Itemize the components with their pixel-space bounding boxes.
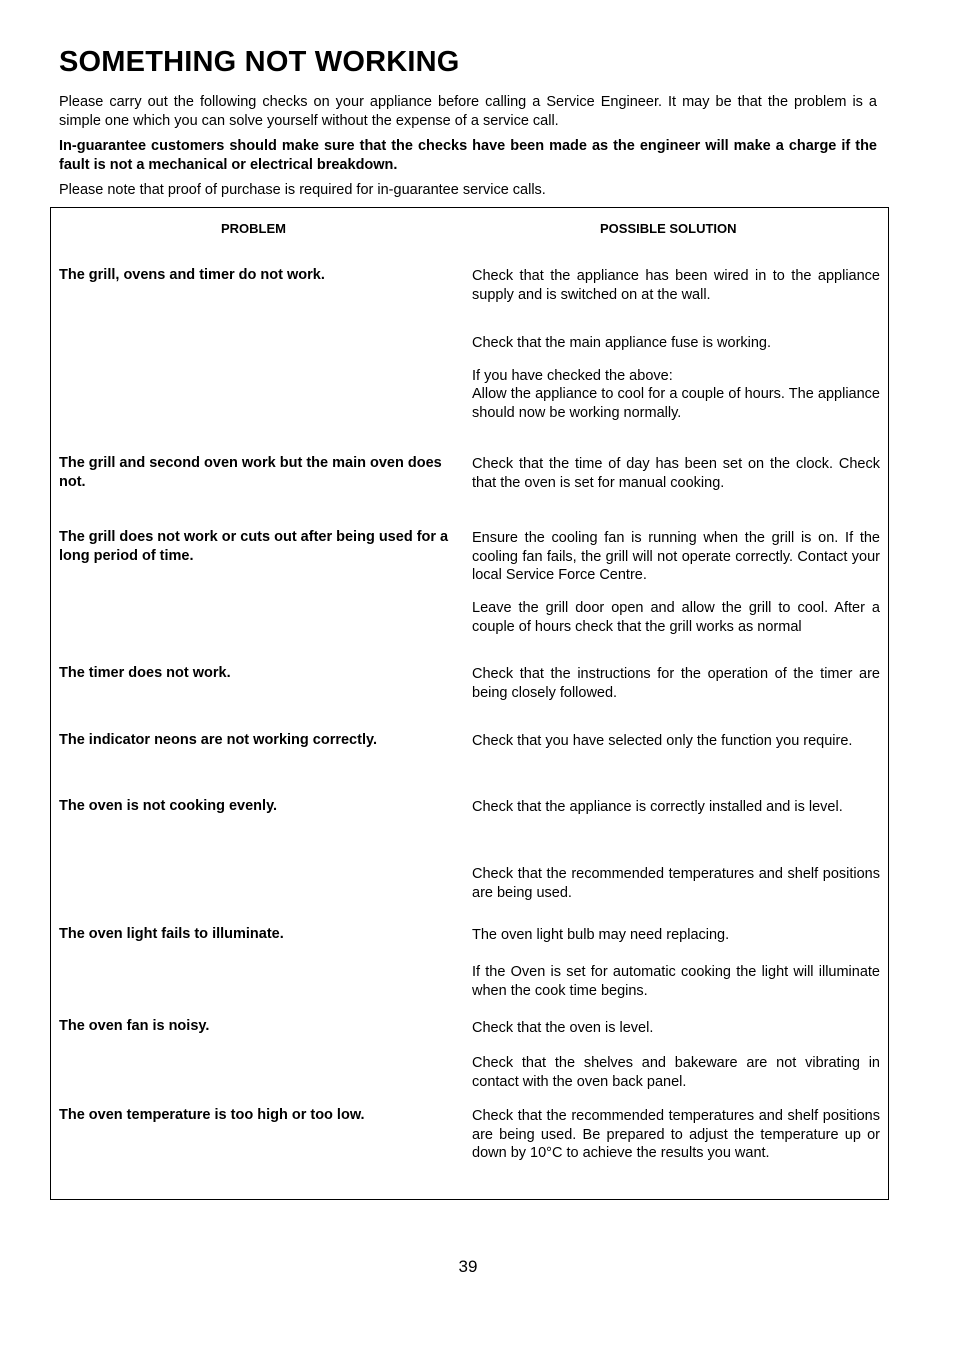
troubleshooting-table: [50, 207, 889, 1200]
solution-item: Allow the appliance to cool for a couple of hours. The appliance should now be working normally.: [472, 386, 880, 421]
problem-item: The timer does not work.: [59, 665, 231, 681]
problem-item: The grill and second oven work but the main oven does not.: [59, 455, 442, 490]
solution-item: If the Oven is set for automatic cooking the light will illuminate when the cook time begins.: [472, 964, 880, 999]
page-number: 39: [458, 1257, 478, 1276]
solution-item: Check that the appliance has been wired in to the appliance supply and is switched on at the wall.: [472, 268, 880, 303]
intro-paragraph: Please carry out the following checks on your appliance before calling a Service Engineer. It may be that the problem is a simple one which you can solve yourself without the expense of a service call.: [59, 94, 877, 129]
solution-item: Leave the grill door open and allow the grill to cool. After a couple of hours check that the grill works as normal: [472, 600, 880, 635]
solution-column-header: POSSIBLE SOLUTION: [600, 221, 737, 236]
solution-item: Check that the instructions for the operation of the timer are being closely followed.: [472, 666, 880, 701]
solution-item: Check that the appliance is correctly installed and is level.: [472, 799, 843, 815]
solution-item: If you have checked the above:: [472, 368, 673, 384]
problem-item: The oven temperature is too high or too low.: [59, 1107, 365, 1123]
solution-item: Check that the main appliance fuse is working.: [472, 335, 772, 351]
problem-item: The indicator neons are not working correctly.: [59, 732, 377, 748]
solution-item: Ensure the cooling fan is running when the grill is on. If the cooling fan fails, the grill will not operate correctly. Contact your local Service Force Centre.: [472, 530, 880, 583]
solution-item: Check that you have selected only the function you require.: [472, 733, 853, 749]
solution-item: Check that the oven is level.: [472, 1020, 654, 1036]
problem-item: The oven fan is noisy.: [59, 1018, 210, 1034]
solution-item: Check that the time of day has been set on the clock. Check that the oven is set for manual cooking.: [472, 456, 880, 491]
problem-item: The grill does not work or cuts out after being used for a long period of time.: [59, 529, 449, 564]
problem-item: The oven is not cooking evenly.: [59, 798, 278, 814]
problem-item: The grill, ovens and timer do not work.: [59, 267, 325, 283]
solution-item: Check that the shelves and bakeware are not vibrating in contact with the oven back panel.: [472, 1055, 880, 1090]
proof-of-purchase-note: Please note that proof of purchase is required for in-guarantee service calls.: [59, 182, 546, 198]
problem-column-header: PROBLEM: [221, 221, 286, 236]
page-title: SOMETHING NOT WORKING: [59, 46, 460, 78]
solution-item: Check that the recommended temperatures and shelf positions are being used. Be prepared to adjust the temperature up or down by 10°C to achieve the results you want.: [472, 1108, 880, 1161]
solution-item: The oven light bulb may need replacing.: [472, 927, 730, 943]
problem-item: The oven light fails to illuminate.: [59, 926, 284, 942]
solution-item: Check that the recommended temperatures and shelf positions are being used.: [472, 866, 880, 901]
guarantee-notice: In-guarantee customers should make sure that the checks have been made as the engineer will make a charge if the fault is not a mechanical or electrical breakdown.: [59, 138, 877, 173]
